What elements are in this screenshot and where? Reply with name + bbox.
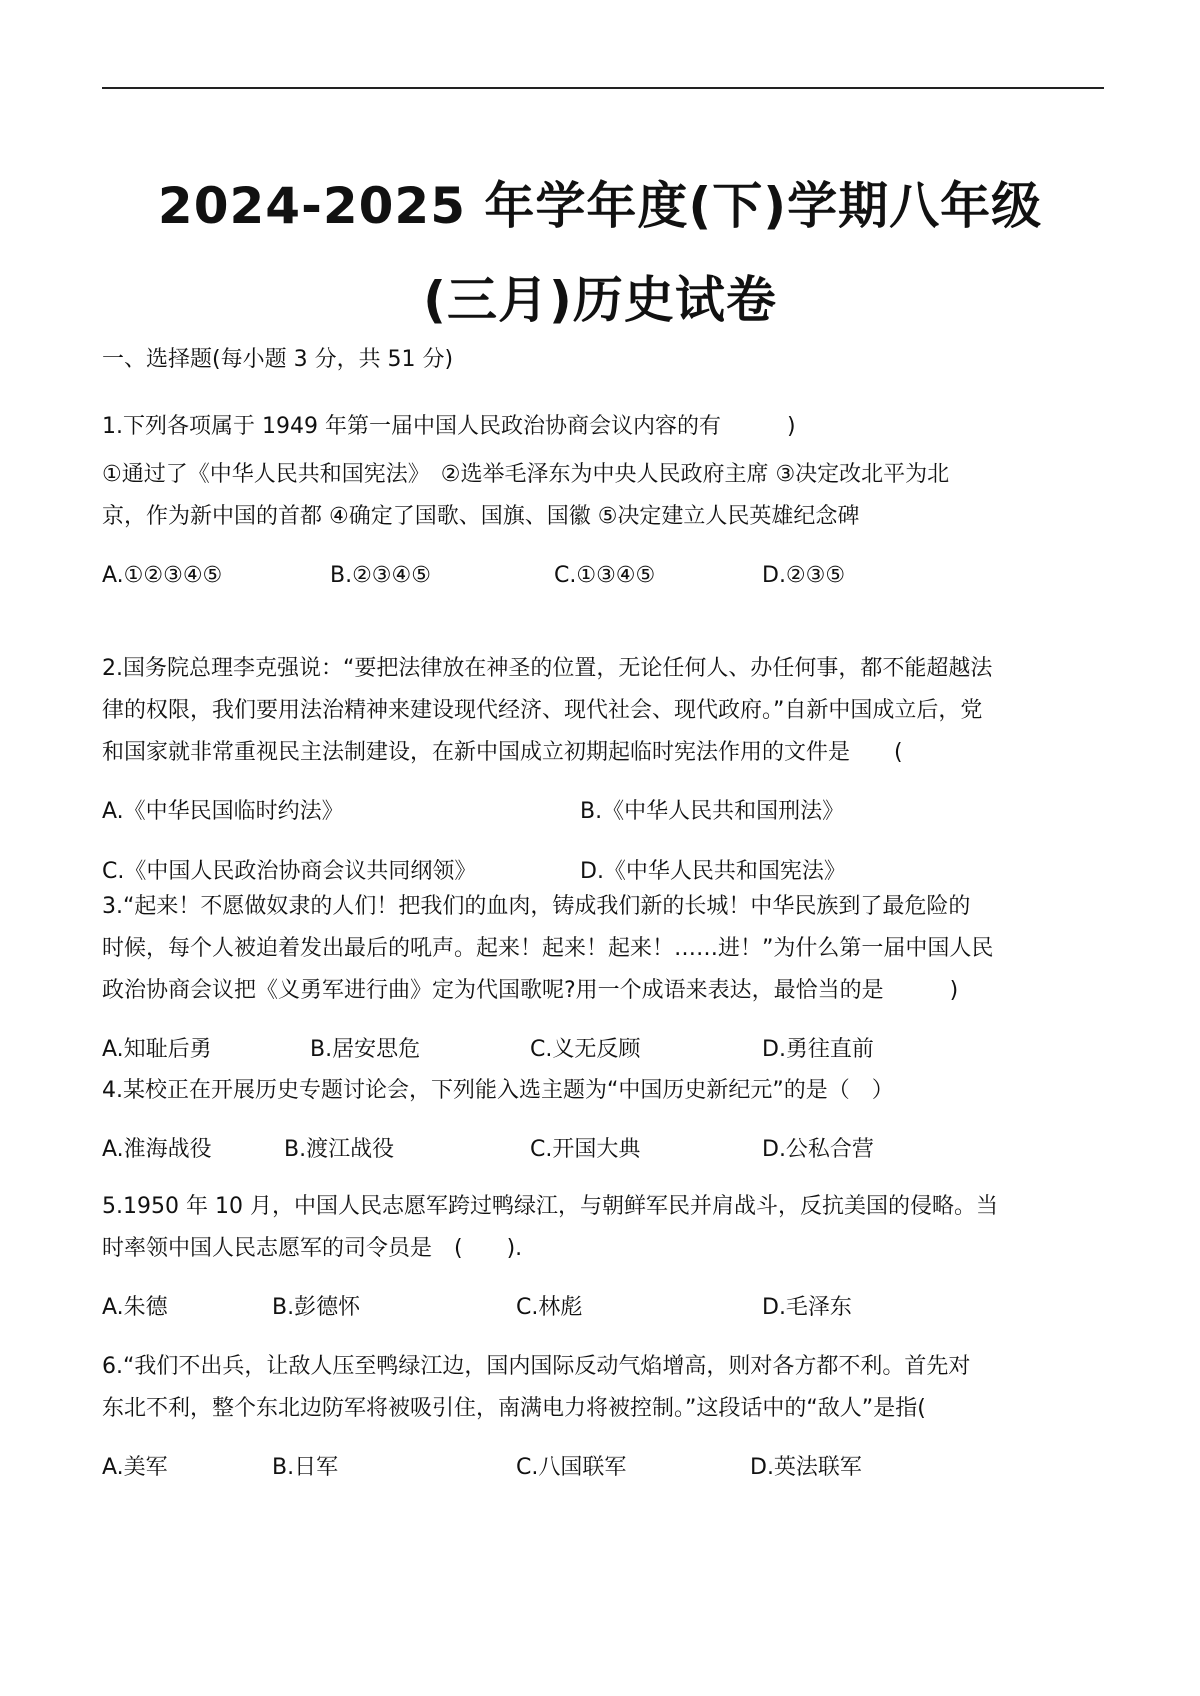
- options-row: [102, 556, 1104, 596]
- stem-line: 东北不利，整个东北边防军将被吸引住，南满电力将被控制。”这段话中的“敌人”是指(: [102, 1396, 926, 1421]
- question-2: [102, 648, 1104, 892]
- stem-line: 时率领中国人民志愿军的司令员是 ( ).: [102, 1236, 523, 1261]
- option-a: A.①②③④⑤: [102, 563, 223, 588]
- option-a: A.淮海战役: [102, 1137, 212, 1162]
- options-row: [102, 1130, 1104, 1170]
- option-b: B.彭德怀: [272, 1295, 361, 1320]
- option-d: D.公私合营: [762, 1137, 874, 1162]
- question-5: [102, 1186, 1104, 1328]
- stem-line: 3.“起来！不愿做奴隶的人们！把我们的血肉，铸成我们新的长城！中华民族到了最危险的: [102, 894, 971, 919]
- option-c: C.林彪: [516, 1295, 583, 1320]
- option-c: C.八国联军: [516, 1455, 627, 1480]
- header-rule: [102, 87, 1104, 89]
- stem-line: 5.1950 年 10 月，中国人民志愿军跨过鸭绿江，与朝鲜军民并肩战斗，反抗美国的侵略。当: [102, 1194, 998, 1219]
- question-stem: [102, 886, 1104, 1012]
- option-b: B.《中华人民共和国刑法》: [580, 799, 845, 824]
- option-d: D.毛泽东: [762, 1295, 852, 1320]
- option-d: D.勇往直前: [762, 1037, 874, 1062]
- options-row: [102, 1030, 1104, 1070]
- option-d: D.英法联军: [750, 1455, 862, 1480]
- stem-line: 律的权限，我们要用法治精神来建设现代经济、现代社会、现代政府。”自新中国成立后，党: [102, 698, 983, 723]
- question-6: [102, 1346, 1104, 1488]
- stem-line: 6.“我们不出兵，让敌人压至鸭绿江边，国内国际反动气焰增高，则对各方都不利。首先对: [102, 1354, 971, 1379]
- question-stem: [102, 648, 1104, 774]
- stem-line: 京，作为新中国的首都 ④确定了国歌、国旗、国徽 ⑤决定建立人民英雄纪念碑: [102, 504, 860, 529]
- stem-line: 4.某校正在开展历史专题讨论会，下列能入选主题为“中国历史新纪元”的是（ ）: [102, 1078, 894, 1103]
- question-stem: [102, 406, 1104, 448]
- option-c: C.开国大典: [530, 1137, 641, 1162]
- option-a: A.朱德: [102, 1295, 168, 1320]
- option-a: A.知耻后勇: [102, 1037, 212, 1062]
- stem-line: 1.下列各项属于 1949 年第一届中国人民政治协商会议内容的有 ): [102, 414, 796, 439]
- question-stem: [102, 1186, 1104, 1270]
- options-row: [102, 1448, 1104, 1488]
- option-c: C.①③④⑤: [554, 563, 656, 588]
- question-1: [102, 406, 1104, 596]
- option-b: B.渡江战役: [284, 1137, 395, 1162]
- exam-title-line-1: 2024-2025 年学年度(下)学期八年级: [157, 177, 1043, 235]
- option-b: B.居安思危: [310, 1037, 421, 1062]
- exam-title-line-2: (三月)历史试卷: [423, 271, 777, 329]
- option-d: D.②③⑤: [762, 563, 846, 588]
- stem-line: ①通过了《中华人民共和国宪法》 ②选举毛泽东为中央人民政府主席 ③决定改北平为北: [102, 462, 950, 487]
- section-heading: 一、选择题(每小题 3 分，共 51 分): [102, 347, 454, 372]
- question-4: [102, 1070, 1104, 1170]
- option-c: C.《中国人民政治协商会议共同纲领》: [102, 859, 477, 884]
- question-3: [102, 886, 1104, 1070]
- question-stem: [102, 1070, 1104, 1112]
- question-stem: [102, 1346, 1104, 1430]
- option-a: A.《中华民国临时约法》: [102, 799, 344, 824]
- options-row: [102, 792, 1104, 832]
- stem-line: 时候，每个人被迫着发出最后的吼声。起来！起来！起来！……进！”为什么第一届中国人民: [102, 936, 994, 961]
- option-b: B.②③④⑤: [330, 563, 431, 588]
- stem-line: 和国家就非常重视民主法制建设，在新中国成立初期起临时宪法作用的文件是 (: [102, 740, 903, 765]
- options-row: [102, 1288, 1104, 1328]
- option-b: B.日军: [272, 1455, 339, 1480]
- option-c: C.义无反顾: [530, 1037, 641, 1062]
- stem-line: 政治协商会议把《义勇军进行曲》定为代国歌呢?用一个成语来表达，最恰当的是 ): [102, 978, 959, 1003]
- option-a: A.美军: [102, 1455, 168, 1480]
- stem-line: 2.国务院总理李克强说：“要把法律放在神圣的位置，无论任何人、办任何事，都不能超越法: [102, 656, 993, 681]
- option-d: D.《中华人民共和国宪法》: [580, 859, 846, 884]
- question-statements: [102, 454, 1104, 538]
